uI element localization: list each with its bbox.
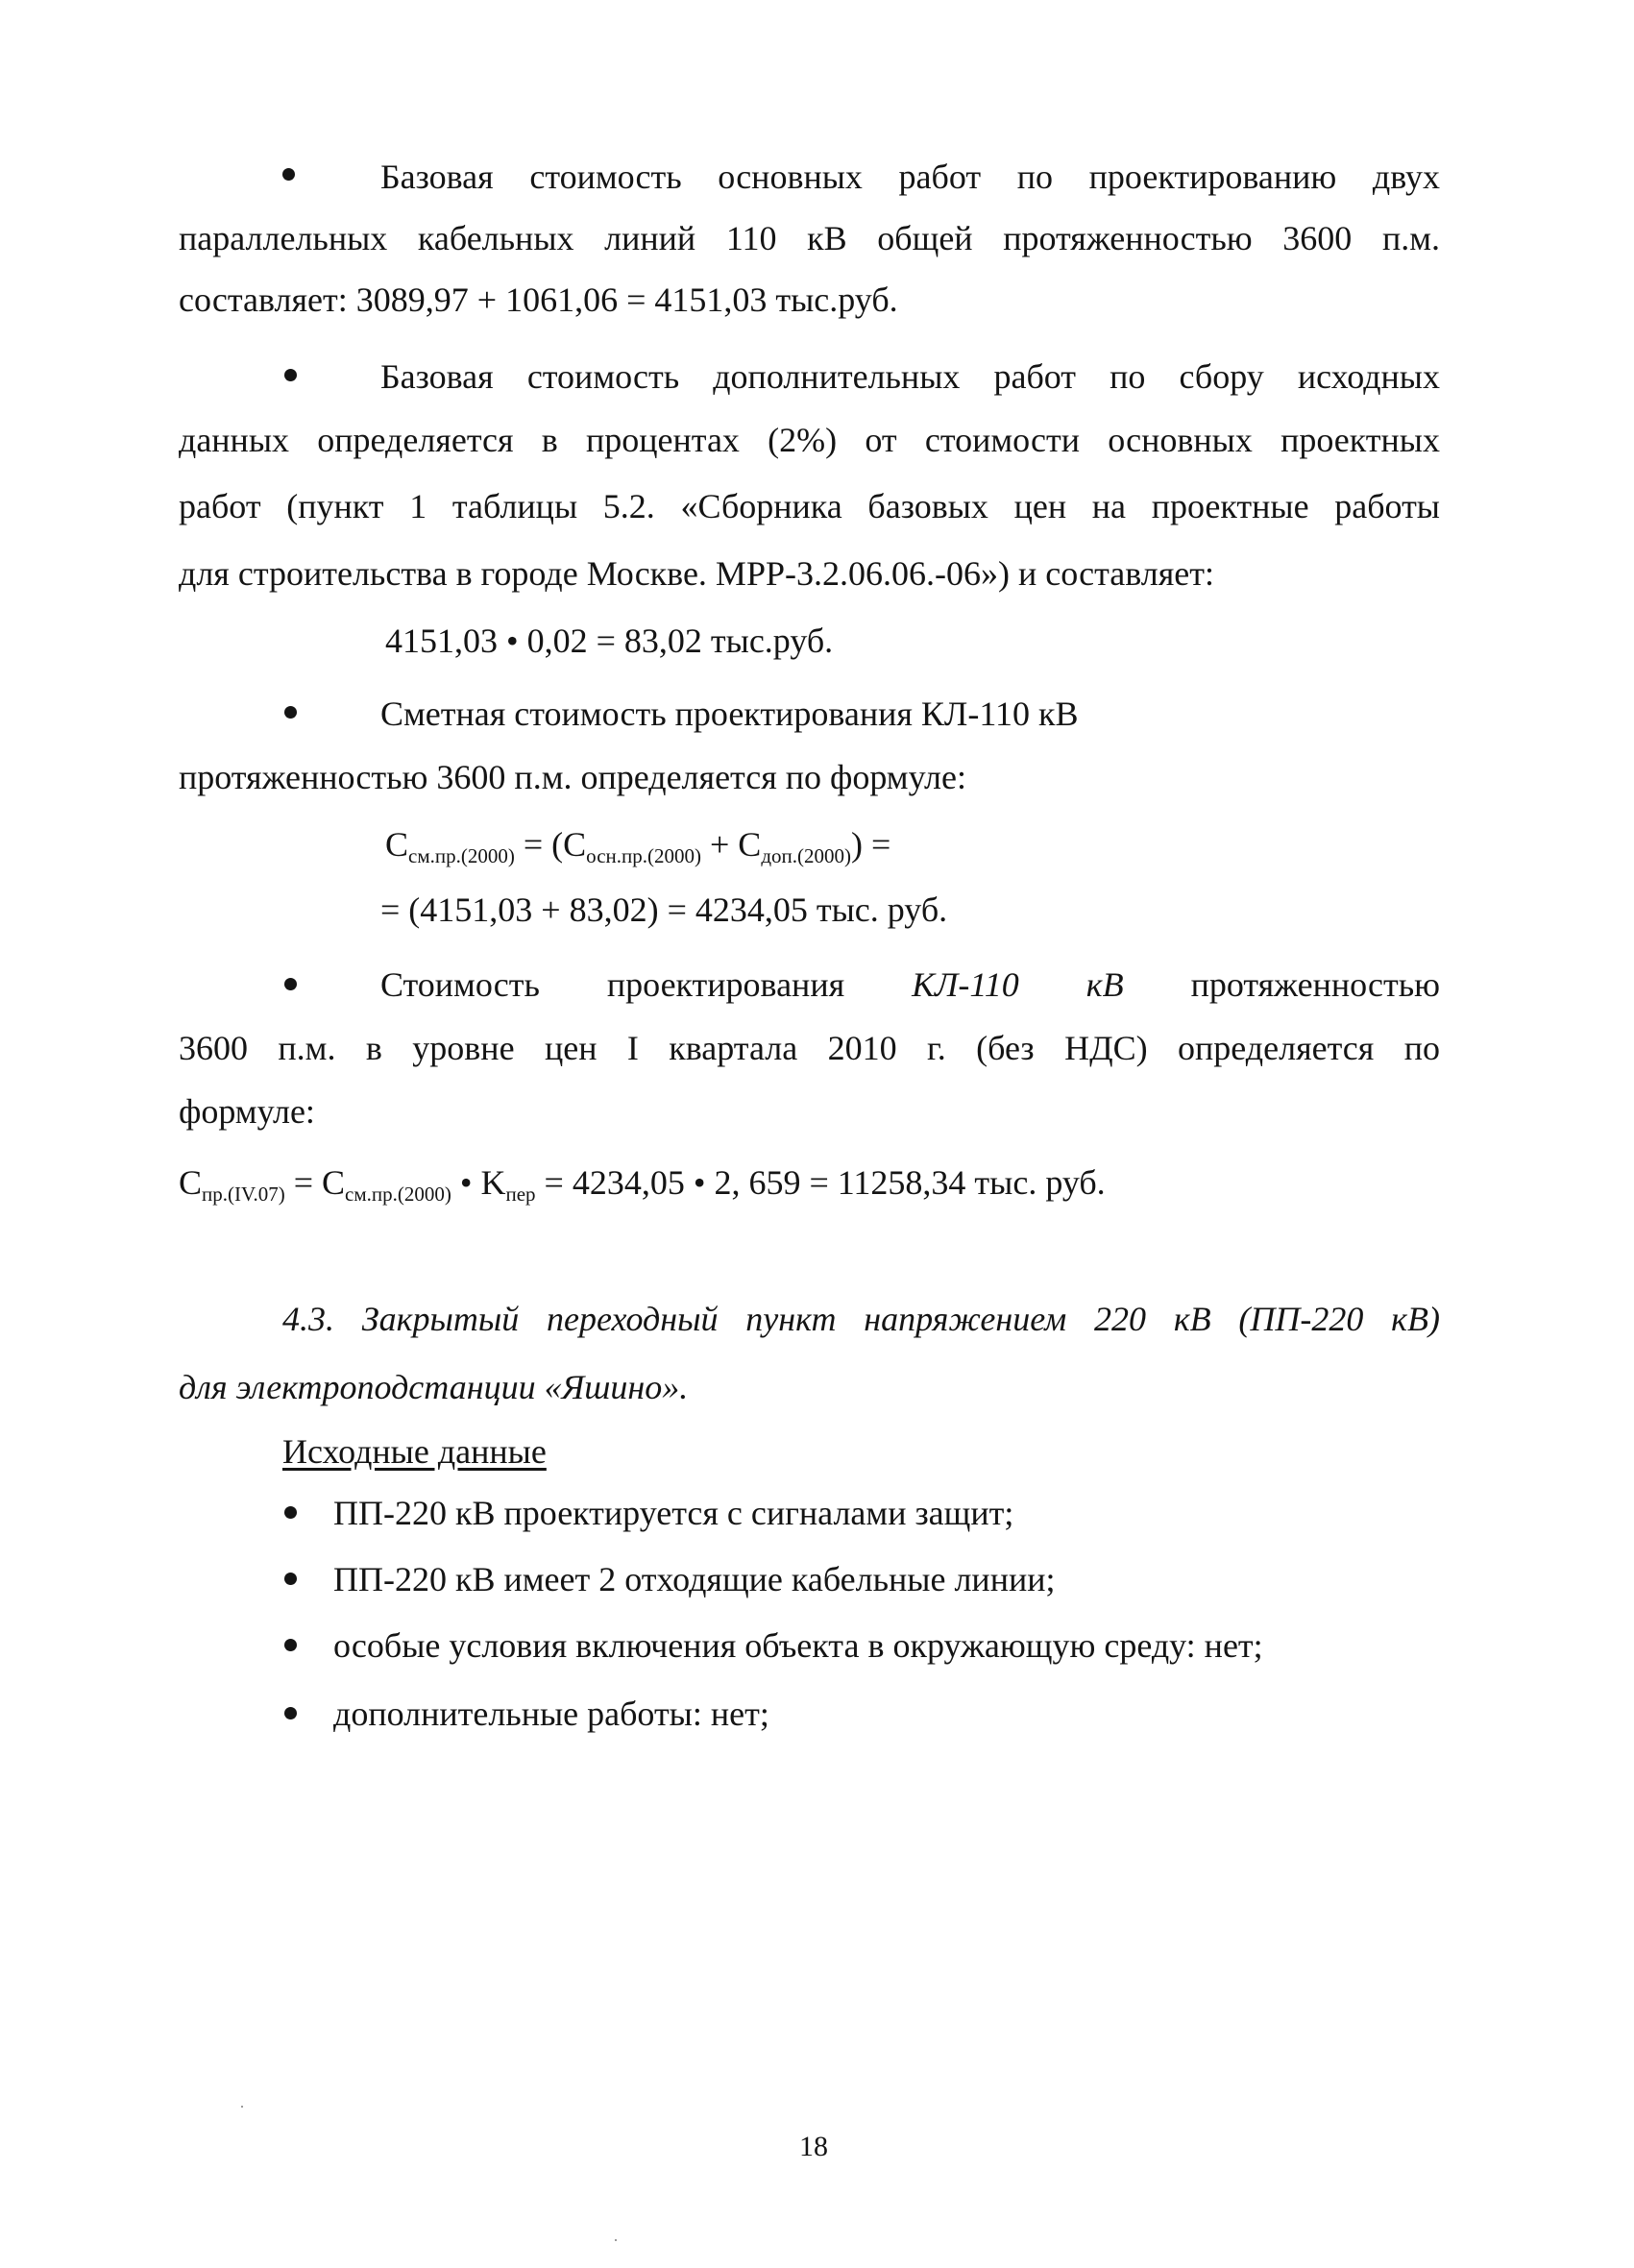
formula-text: = (C — [514, 825, 587, 864]
list-item: особые условия включения объекта в окружающую среду: нет; — [333, 1626, 1263, 1665]
formula-text: = 4234,05 • 2, 659 = 11258,34 тыс. руб. — [535, 1163, 1106, 1202]
formula-line-1 — [385, 823, 890, 866]
paragraph-4-text: протяженностью — [1190, 965, 1440, 1004]
formula-text: • K — [451, 1163, 506, 1202]
list-item: дополнительные работы: нет; — [333, 1695, 769, 1733]
bullet-marker — [284, 1573, 297, 1585]
formula-subscript: см.пр.(2000) — [345, 1183, 451, 1206]
list-item: ПП-220 кВ имеет 2 отходящие кабельные линии; — [333, 1560, 1056, 1598]
bullet-marker — [284, 1707, 297, 1719]
scan-speck — [241, 2106, 243, 2108]
paragraph-2-line-3: работ (пункт 1 таблицы 5.2. «Сборника базовых цен на проектные работы — [179, 487, 1440, 525]
bullet-marker — [284, 1639, 297, 1651]
paragraph-4-line-1 — [380, 963, 1440, 1006]
formula-line-3 — [179, 1161, 1106, 1204]
list-item: ПП-220 кВ проектируется с сигналами защит; — [333, 1494, 1014, 1532]
cable-line-label: КЛ-110 кВ — [912, 965, 1124, 1004]
paragraph-1-line-1: Базовая стоимость основных работ по проектированию двух — [380, 158, 1440, 196]
formula-subscript: пр.(IV.07) — [202, 1183, 285, 1206]
paragraph-2-line-2: данных определяется в процентах (2%) от стоимости основных проектных — [179, 421, 1440, 459]
paragraph-4-line-2: 3600 п.м. в уровне цен I квартала 2010 г. (без НДС) определяется по — [179, 1029, 1440, 1067]
paragraph-4-text: Стоимость проектирования — [380, 965, 913, 1004]
paragraph-3-line-2: протяженностью 3600 п.м. определяется по формуле: — [179, 758, 966, 796]
formula-line-2: = (4151,03 + 83,02) = 4234,05 тыс. руб. — [380, 890, 948, 929]
formula-subscript: осн.пр.(2000) — [586, 844, 701, 867]
paragraph-1-line-3: составляет: 3089,97 + 1061,06 = 4151,03 тыс.руб. — [179, 280, 898, 319]
formula-symbol: C — [385, 825, 409, 864]
formula-subscript: доп.(2000) — [761, 844, 851, 867]
formula-text: + C — [700, 825, 762, 864]
formula-text: ) = — [850, 825, 891, 864]
paragraph-4-line-3: формуле: — [179, 1092, 315, 1131]
section-heading-line-2: для электроподстанции «Яшино». — [179, 1368, 689, 1406]
page-number: 18 — [799, 2131, 828, 2162]
paragraph-1-line-2: параллельных кабельных линий 110 кВ общей протяженностью 3600 п.м. — [179, 219, 1440, 257]
bullet-marker — [284, 706, 297, 719]
calculation-line: 4151,03 • 0,02 = 83,02 тыс.руб. — [385, 622, 834, 660]
paragraph-2-line-4: для строительства в городе Москве. МРР-3.2.06.06.-06») и составляет: — [179, 554, 1214, 593]
bullet-marker — [284, 978, 297, 990]
subheading: Исходные данные — [282, 1432, 547, 1471]
paragraph-3-line-1: Сметная стоимость проектирования КЛ-110 кВ — [380, 695, 1079, 733]
formula-text: = C — [284, 1163, 346, 1202]
formula-symbol: C — [179, 1163, 203, 1202]
bullet-marker — [282, 168, 295, 181]
bullet-marker — [284, 1506, 297, 1519]
paragraph-2-line-1: Базовая стоимость дополнительных работ по сбору исходных — [380, 357, 1440, 396]
scan-speck — [615, 2239, 617, 2241]
bullet-marker — [284, 369, 297, 381]
formula-subscript: см.пр.(2000) — [408, 844, 515, 867]
section-heading-line-1: 4.3. Закрытый переходный пункт напряжением 220 кВ (ПП-220 кВ) — [282, 1300, 1440, 1338]
formula-subscript: пер — [505, 1183, 536, 1206]
